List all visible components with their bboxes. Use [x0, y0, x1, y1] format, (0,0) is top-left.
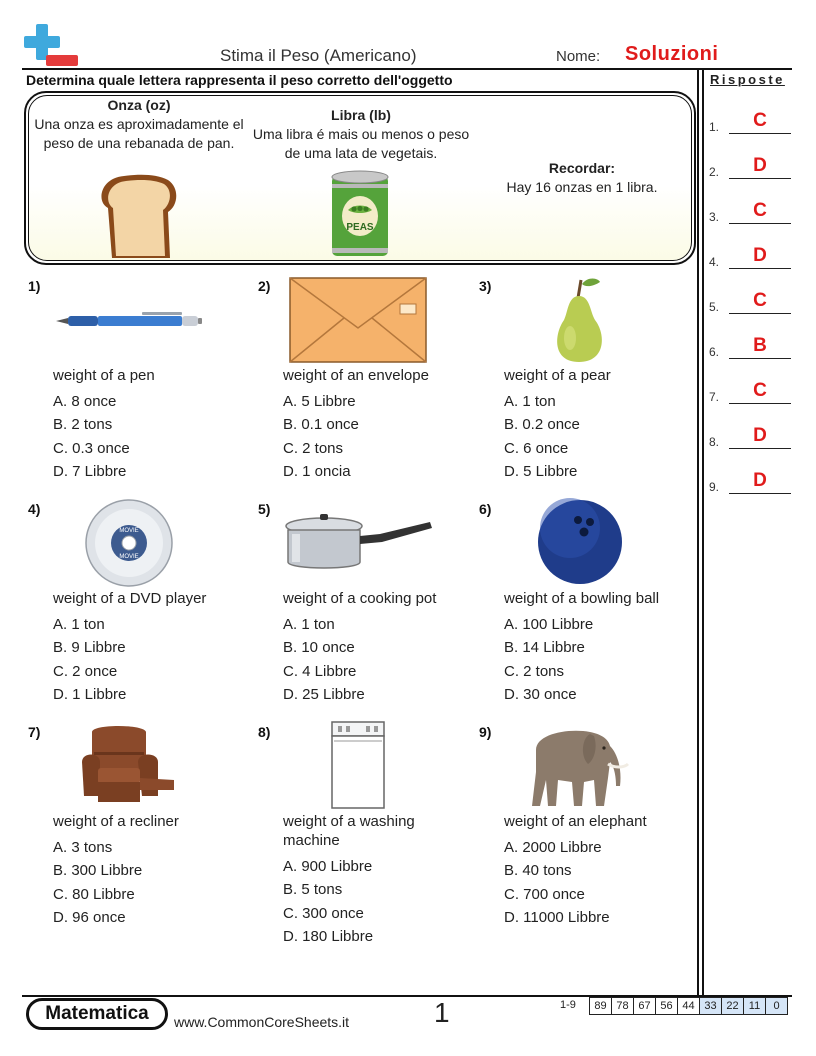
bread-slice-icon	[98, 172, 178, 260]
instructions: Determina quale lettera rappresenta il peso corretto dell'oggetto	[26, 72, 453, 88]
score-cell: 11	[744, 998, 766, 1015]
answer-row	[709, 290, 793, 314]
answer-number: 3.	[709, 210, 720, 224]
score-cell: 67	[634, 998, 656, 1015]
answer-row	[709, 200, 793, 224]
question-number: 9)	[479, 724, 492, 740]
option-a: A. 1 ton	[53, 616, 105, 633]
page-number: 1	[434, 997, 450, 1028]
remember-text: Hay 16 onzas en 1 libra.	[506, 179, 658, 195]
answer-number: 6.	[709, 345, 720, 359]
answer-line	[729, 133, 791, 134]
answer-line	[729, 268, 791, 269]
ounce-heading: Onza (oz)	[107, 97, 171, 113]
option-d: D. 7 Libbre	[53, 463, 127, 480]
answer-line	[729, 313, 791, 314]
brand-badge: Matematica	[26, 998, 168, 1030]
site-url: www.CommonCoreSheets.it	[174, 1014, 350, 1030]
question-text: weight of a bowling ball	[504, 590, 660, 607]
question-text: weight of a pear	[504, 367, 611, 384]
option-c: C. 6 once	[504, 440, 569, 457]
option-b: B. 300 Libbre	[53, 862, 143, 879]
bowling-ball-icon	[536, 498, 624, 586]
pound-heading: Libra (lb)	[331, 107, 391, 123]
option-c: C. 2 tons	[283, 440, 344, 457]
answer-value: D	[753, 155, 767, 176]
question-number: 2)	[258, 278, 271, 294]
option-c: C. 2 once	[53, 663, 118, 680]
question-number: 3)	[479, 278, 492, 294]
answer-line	[729, 493, 791, 494]
answer-number: 2.	[709, 165, 720, 179]
option-a: A. 3 tons	[53, 839, 113, 856]
pound-text: Uma libra é mais ou menos o peso de uma lata de vegetais.	[252, 126, 470, 161]
elephant-icon	[528, 720, 632, 810]
option-c: C. 300 once	[283, 905, 364, 922]
answer-line	[729, 178, 791, 179]
question-number: 7)	[28, 724, 41, 740]
score-cell: 22	[722, 998, 744, 1015]
question-number: 4)	[28, 501, 41, 517]
option-b: B. 5 tons	[283, 881, 343, 898]
score-table	[589, 997, 788, 1015]
option-a: A. 100 Libbre	[504, 616, 594, 633]
option-c: C. 700 once	[504, 886, 585, 903]
name-value: Soluzioni	[625, 43, 719, 65]
option-d: D. 5 Libbre	[504, 463, 578, 480]
score-cell: 56	[656, 998, 678, 1015]
disc-label-top: MOVIE	[119, 528, 139, 534]
answer-value: C	[753, 380, 767, 401]
score-cell: 33	[700, 998, 722, 1015]
question-number: 6)	[479, 501, 492, 517]
question-text: weight of an elephant	[504, 813, 647, 830]
option-c: C. 4 Libbre	[283, 663, 357, 680]
answer-number: 9.	[709, 480, 720, 494]
option-b: B. 40 tons	[504, 862, 572, 879]
answer-row	[709, 335, 793, 359]
envelope-icon	[288, 276, 428, 364]
option-a: A. 5 Libbre	[283, 393, 356, 410]
option-c: C. 80 Libbre	[53, 886, 135, 903]
option-b: B. 9 Libbre	[53, 639, 126, 656]
dvd-icon	[84, 498, 174, 588]
answer-row	[709, 110, 793, 134]
answer-row	[709, 155, 793, 179]
score-cell: 78	[612, 998, 634, 1015]
cooking-pot-icon	[284, 512, 434, 572]
score-cell: 0	[766, 998, 788, 1015]
option-d: D. 30 once	[504, 686, 577, 703]
name-label: Nome:	[556, 48, 601, 65]
pen-icon	[54, 308, 204, 332]
question-text: weight of a washing machine	[283, 813, 415, 849]
answers-title: Risposte	[710, 72, 785, 87]
answer-value: B	[753, 335, 767, 356]
answer-line	[729, 403, 791, 404]
disc-label-bottom: MOVIE	[119, 554, 139, 560]
page-title: Stima il Peso (Americano)	[220, 46, 417, 65]
answer-number: 4.	[709, 255, 720, 269]
answers-divider	[697, 68, 699, 996]
option-d: D. 180 Libbre	[283, 928, 374, 945]
peas-can-icon	[328, 170, 392, 260]
option-d: D. 1 oncia	[283, 463, 351, 480]
answer-line	[729, 358, 791, 359]
answer-row	[709, 380, 793, 404]
question-number: 8)	[258, 724, 271, 740]
question-text: weight of a recliner	[53, 813, 179, 830]
answer-line	[729, 448, 791, 449]
option-d: D. 11000 Libbre	[504, 909, 610, 926]
answer-value: D	[753, 245, 767, 266]
remember-heading: Recordar:	[548, 160, 616, 176]
washing-machine-icon	[328, 720, 388, 810]
can-label: PEAS	[346, 222, 374, 233]
answer-row	[709, 245, 793, 269]
option-a: A. 8 once	[53, 393, 117, 410]
question-text: weight of a pen	[53, 367, 155, 384]
option-b: B. 2 tons	[53, 416, 113, 433]
answer-row	[709, 470, 793, 494]
answer-number: 8.	[709, 435, 720, 449]
ounce-reference	[28, 96, 250, 153]
question-number: 5)	[258, 501, 271, 517]
pound-reference	[250, 106, 472, 163]
option-a: A. 1 ton	[504, 393, 556, 410]
option-b: B. 14 Libbre	[504, 639, 585, 656]
question-text: weight of a cooking pot	[283, 590, 437, 607]
answer-value: D	[753, 425, 767, 446]
answer-line	[729, 223, 791, 224]
option-d: D. 25 Libbre	[283, 686, 365, 703]
answers-divider-inner	[702, 68, 704, 996]
answer-value: D	[753, 470, 767, 491]
score-range-label: 1-9	[560, 999, 576, 1011]
option-b: B. 0.2 once	[504, 416, 580, 433]
option-d: D. 1 Libbre	[53, 686, 127, 703]
answer-value: C	[753, 290, 767, 311]
option-a: A. 1 ton	[283, 616, 335, 633]
ounce-text: Una onza es aproximadamente el peso de una rebanada de pan.	[34, 116, 244, 151]
question-number: 1)	[28, 278, 41, 294]
option-b: B. 0.1 once	[283, 416, 359, 433]
question-text: weight of an envelope	[283, 367, 429, 384]
option-d: D. 96 once	[53, 909, 126, 926]
answer-number: 5.	[709, 300, 720, 314]
remember-reference	[482, 159, 682, 197]
option-a: A. 2000 Libbre	[504, 839, 602, 856]
recliner-icon	[80, 722, 178, 808]
option-c: C. 2 tons	[504, 663, 565, 680]
answer-row	[709, 425, 793, 449]
option-b: B. 10 once	[283, 639, 355, 656]
score-cell: 89	[590, 998, 612, 1015]
answer-number: 7.	[709, 390, 720, 404]
score-cell: 44	[678, 998, 700, 1015]
answer-value: C	[753, 110, 767, 131]
answer-number: 1.	[709, 120, 720, 134]
question-text: weight of a DVD player	[53, 590, 207, 607]
header-rule	[22, 68, 792, 70]
option-c: C. 0.3 once	[53, 440, 130, 457]
pear-icon	[548, 276, 610, 364]
answer-value: C	[753, 200, 767, 221]
option-a: A. 900 Libbre	[283, 858, 373, 875]
plus-minus-logo-icon	[22, 24, 80, 68]
